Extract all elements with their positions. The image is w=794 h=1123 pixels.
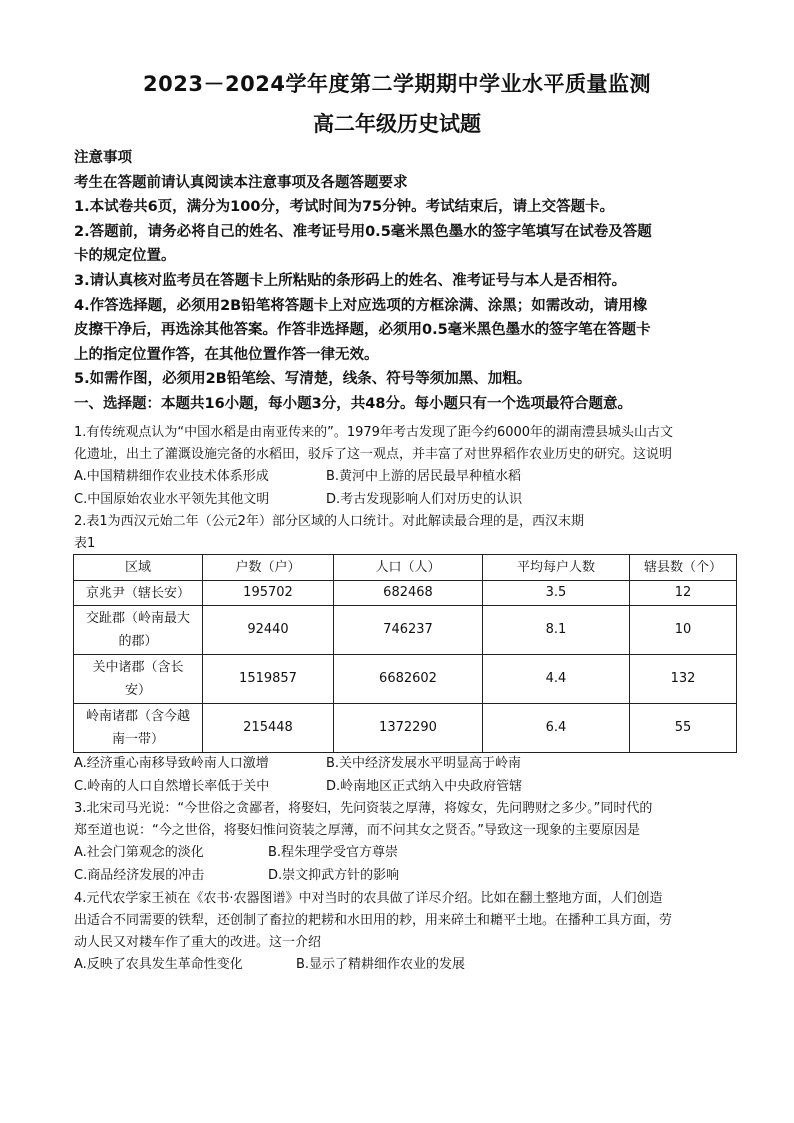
cell-avg: 6.4 (483, 704, 630, 753)
option-c: C.岭南的人口自然增长率低于关中 (74, 778, 270, 794)
question-2 (74, 511, 734, 798)
question-3-text-line: 郑至道也说：“今之世俗，将娶妇惟问资装之厚薄，而不问其女之贤否。”导致这一现象的主要原因是 (74, 823, 640, 839)
cell-region (74, 581, 203, 606)
cell-population: 6682602 (334, 655, 483, 704)
cell-households: 195702 (203, 581, 334, 606)
table-row (74, 704, 737, 753)
option-b: B.关中经济发展水平明显高于岭南 (326, 756, 522, 772)
question-4-text-line: 4.元代农学家王祯在《农书·农器图谱》中对当时的农具做了详尽介绍。比如在翻土整地方面，人们创造 (74, 890, 663, 906)
region-line: 交趾郡（岭南最大 (85, 611, 190, 627)
question-4-text-line: 出适合不同需要的铁犁，还创制了畜拉的耙耢和水田用的耖，用来碎土和耱平土地。在播种工具方面，劳 (74, 912, 673, 928)
question-4-options-row (74, 954, 734, 977)
cell-population: 1372290 (334, 704, 483, 753)
cell-population: 746237 (334, 606, 483, 655)
notes-section (74, 146, 734, 417)
table-row (74, 655, 737, 704)
notes-heading: 注意事项 (74, 150, 132, 166)
cell-avg: 4.4 (483, 655, 630, 704)
region-line: 南一带） (111, 732, 164, 748)
population-table (73, 554, 737, 753)
exam-title: 2023－2024学年度第二学期期中学业水平质量监测 (143, 72, 651, 96)
question-1-options-row (74, 466, 734, 489)
questions (74, 422, 734, 976)
option-b: B.程朱理学受官方尊崇 (268, 845, 399, 861)
option-b: B.黄河中上游的居民最早种植水稻 (326, 469, 522, 484)
region-line: 安） (124, 683, 151, 699)
question-4 (74, 888, 734, 977)
notes-item: 1.本试卷共6页，满分为100分，考试时间为75分钟。考试结束后，请上交答题卡。 (74, 199, 615, 216)
table-caption: 表1 (74, 536, 96, 552)
exam-subtitle: 高二年级历史试题 (313, 112, 481, 136)
cell-region (74, 606, 203, 655)
option-a: A.经济重心南移导致岭南人口激增 (74, 756, 269, 772)
question-2-options-row (74, 753, 734, 776)
notes-item: 3.请认真核对监考员在答题卡上所粘贴的条形码上的姓名、准考证号与本人是否相符。 (74, 272, 627, 289)
cell-region (74, 704, 203, 753)
question-1-text-line: 1.有传统观点认为“中国水稻是由南亚传来的”。1979年考古发现了距今约6000年的湖南澧县城头山古文 (74, 425, 674, 440)
question-1 (74, 422, 734, 511)
region-line: 的郡） (118, 634, 158, 650)
notes-item: 2.答题前，请务必将自己的姓名、准考证号用0.5毫米黑色墨水的签字笔填写在试卷及答题 (74, 223, 652, 240)
header-region: 区域 (74, 555, 203, 581)
question-3-text-line: 3.北宋司马光说：“今世俗之贪鄙者，将娶妇，先问资装之厚薄，将嫁女，先问聘财之多少。”同时代的 (74, 801, 653, 817)
notes-item: 皮擦干净后，再选涂其他答案。作答非选择题，必须用0.5毫米黑色墨水的签字笔在答题卡 (74, 322, 651, 339)
table-row (74, 581, 737, 606)
question-2-options-row (74, 776, 734, 799)
cell-households: 215448 (203, 704, 334, 753)
notes-item: 卡的规定位置。 (74, 248, 176, 265)
option-c: C.商品经济发展的冲击 (74, 867, 205, 883)
option-d: D.考古发现影响人们对历史的认识 (326, 491, 523, 507)
header-avg-per-household: 平均每户人数 (483, 555, 630, 581)
cell-population: 682468 (334, 581, 483, 606)
cell-households: 92440 (203, 606, 334, 655)
cell-avg: 8.1 (483, 606, 630, 655)
question-4-text-line: 动人民又对耧车作了重大的改进。这一介绍 (74, 934, 322, 950)
header-counties: 辖县数（个） (630, 555, 737, 581)
region-line: 京兆尹（辖长安） (85, 585, 190, 601)
notes-item: 5.如需作图，必须用2B铅笔绘、写清楚，线条、符号等须加黑、加粗。 (74, 371, 532, 388)
question-1-options-row (74, 489, 734, 512)
header-households: 户数（户） (203, 555, 334, 581)
cell-counties: 132 (630, 655, 737, 704)
question-3-options-row (74, 865, 734, 888)
option-d: D.崇文抑武方针的影响 (268, 867, 400, 883)
cell-avg: 3.5 (483, 581, 630, 606)
option-a: A.中国精耕细作农业技术体系形成 (74, 469, 269, 484)
option-b: B.显示了精耕细作农业的发展 (296, 956, 466, 972)
table-row (74, 606, 737, 655)
cell-counties: 55 (630, 704, 737, 753)
notes-item: 4.作答选择题，必须用2B铅笔将答题卡上对应选项的方框涂满、涂黑；如需改动，请用橡 (74, 297, 648, 314)
option-a: A.社会门第观念的淡化 (74, 845, 204, 861)
question-1-text-line: 化遗址，出土了灌溉设施完备的水稻田，驳斥了这一观点，并丰富了对世界稻作农业历史的研究。这说明 (74, 447, 673, 462)
section-heading: 一、选择题：本题共16小题，每小题3分，共48分。每小题只有一个选项最符合题意。 (74, 395, 632, 412)
question-2-text-line: 2.表1为西汉元始二年（公元2年）部分区域的人口统计。对此解读最合理的是，西汉末期 (74, 514, 584, 530)
notes-item: 上的指定位置作答，在其他位置作答一律无效。 (74, 346, 379, 363)
option-c: C.中国原始农业水平领先其他文明 (74, 491, 270, 507)
question-3-options-row (74, 842, 734, 865)
cell-counties: 10 (630, 606, 737, 655)
option-d: D.岭南地区正式纳入中央政府管辖 (326, 778, 523, 794)
cell-region (74, 655, 203, 704)
region-line: 关中诸郡（含长 (92, 660, 184, 676)
notes-intro: 考生在答题前请认真阅读本注意事项及各题答题要求 (74, 174, 408, 191)
cell-households: 1519857 (203, 655, 334, 704)
region-line: 岭南诸郡（含今越 (85, 709, 190, 725)
cell-counties: 12 (630, 581, 737, 606)
option-a: A.反映了农具发生革命性变化 (74, 956, 243, 972)
table-header-row (74, 555, 737, 581)
header-population: 人口（人） (334, 555, 483, 581)
question-3 (74, 798, 734, 887)
